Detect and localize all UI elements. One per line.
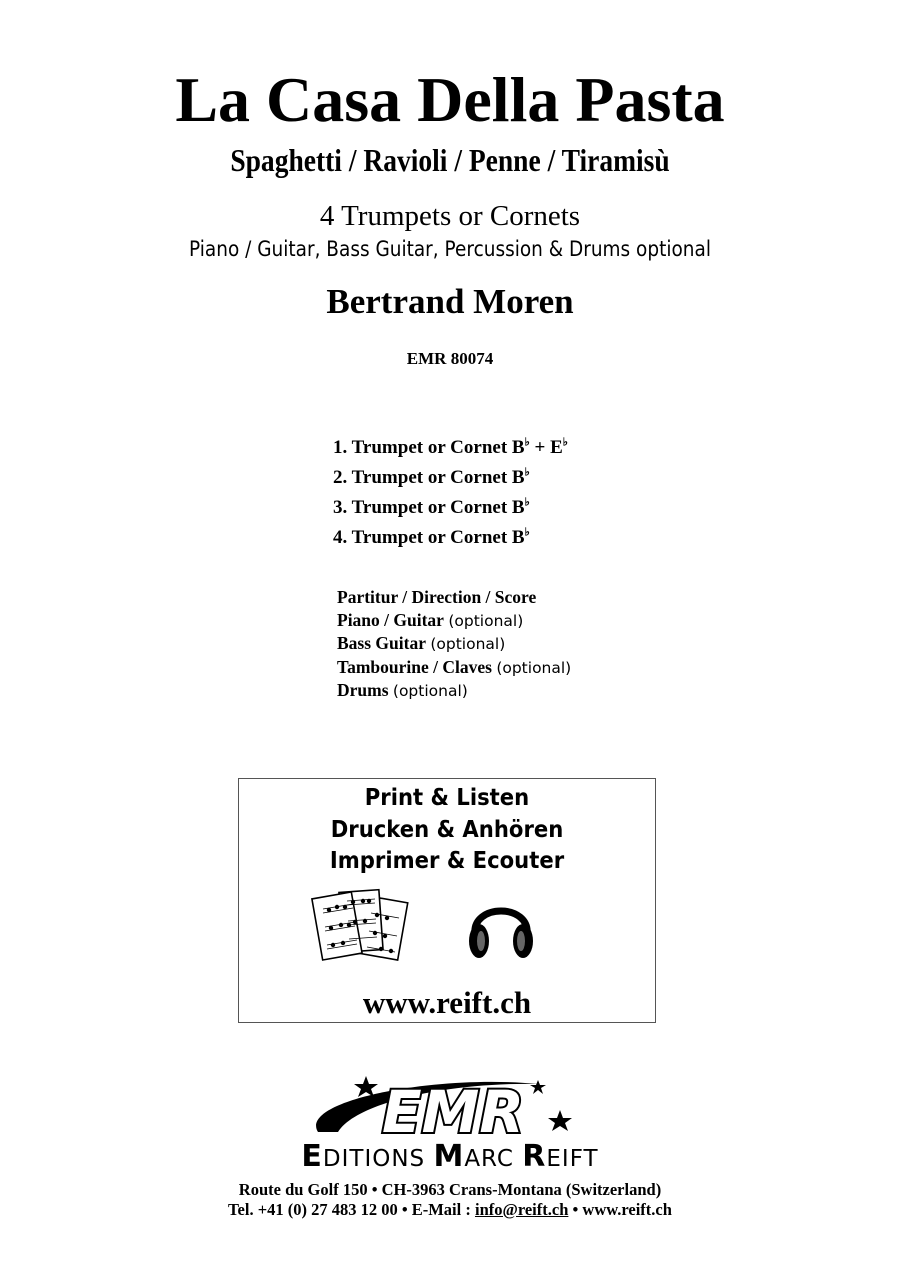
optional-note: (optional) [448, 611, 524, 630]
headphones-icon [465, 889, 537, 965]
part-label: 1. Trumpet or Cornet B [333, 437, 525, 458]
extra-item [337, 656, 571, 680]
website-text: • www.reift.ch [568, 1200, 672, 1219]
publisher-name-part: ARC [464, 1146, 523, 1172]
instrumentation: 4 Trumpets or Cornets [319, 200, 581, 232]
contact-phone: Tel. +41 (0) 27 483 12 00 • E-Mail : [228, 1200, 475, 1219]
composer: Bertrand Moren [326, 282, 574, 321]
publisher-name-part: E [301, 1139, 323, 1174]
extra-item [337, 586, 571, 609]
part-item [333, 496, 568, 526]
flat-sign: ♭ [524, 436, 530, 449]
print-listen-box [238, 778, 656, 1023]
part-label: 3. Trumpet or Cornet B [333, 497, 525, 518]
extra-label: Drums [337, 680, 389, 701]
promo-url[interactable]: www.reift.ch [362, 985, 532, 1020]
promo-line-de: Drucken & Anhören [330, 817, 564, 843]
publisher-name-part: DITIONS [322, 1146, 434, 1172]
extra-label: Bass Guitar [337, 633, 426, 654]
flat-sign: ♭ [562, 436, 568, 449]
logo-letters: EMR [382, 1078, 524, 1146]
subtitle: Spaghetti / Ravioli / Penne / Tiramisù [230, 142, 670, 178]
publisher-name [0, 1139, 900, 1174]
promo-line-fr: Imprimer & Ecouter [329, 848, 565, 874]
publisher-name-part: M [433, 1139, 465, 1174]
part-item [333, 466, 568, 496]
title: La Casa Della Pasta [175, 64, 725, 135]
publisher-contact [0, 1199, 900, 1221]
part-label: 2. Trumpet or Cornet B [333, 467, 525, 488]
sheet-music-icon [311, 885, 427, 969]
extra-item [337, 609, 571, 633]
extra-label: Partitur / Direction / Score [337, 587, 537, 607]
email-link[interactable]: info@reift.ch [474, 1200, 569, 1219]
publisher-name-part: R [522, 1139, 547, 1174]
extras-list [337, 586, 571, 703]
part-label: 4. Trumpet or Cornet B [333, 527, 525, 548]
part-item [333, 436, 568, 466]
extra-label: Tambourine / Claves [337, 656, 492, 677]
catalog-number: EMR 80074 [406, 349, 494, 368]
publisher-address: Route du Golf 150 • CH-3963 Crans-Montana (Switzerland) [238, 1180, 662, 1199]
extra-item [337, 632, 571, 656]
part-item [333, 526, 568, 556]
flat-sign: ♭ [524, 466, 530, 479]
flat-sign: ♭ [524, 496, 530, 509]
optional-instruments: Piano / Guitar, Bass Guitar, Percussion & Drums optional [189, 237, 711, 261]
optional-note: (optional) [430, 635, 506, 654]
publisher-name-part: EIFT [546, 1146, 599, 1172]
extra-item [337, 679, 571, 703]
flat-sign: ♭ [524, 526, 530, 539]
part-label-join: + E [529, 437, 563, 458]
optional-note: (optional) [496, 658, 572, 677]
extra-label: Piano / Guitar [337, 609, 444, 630]
parts-list [333, 436, 568, 556]
promo-line-en: Print & Listen [364, 785, 530, 811]
optional-note: (optional) [392, 682, 468, 701]
